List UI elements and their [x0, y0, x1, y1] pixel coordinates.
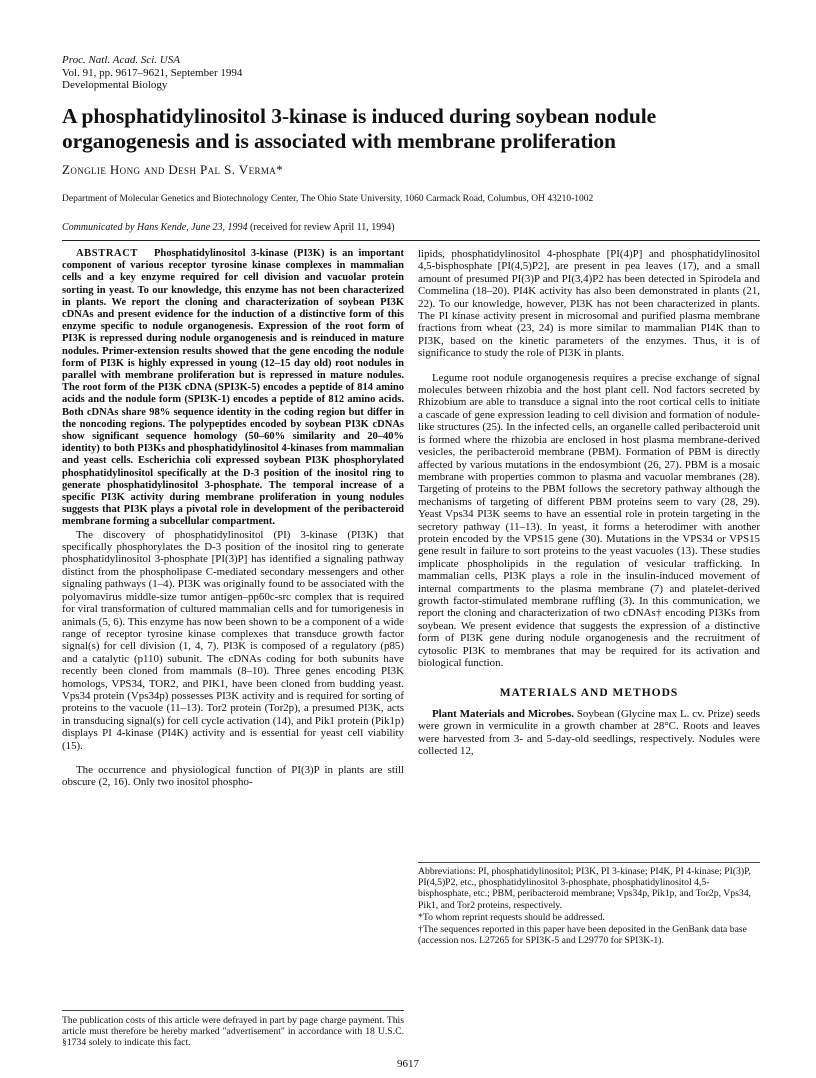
- affiliation: Department of Molecular Genetics and Biotechnology Center, The Ohio State University, 1060 Carmack Road, Columbus, OH 43210-1002: [62, 194, 594, 204]
- journal-volume: Vol. 91, pp. 9617–9621, September 1994: [62, 66, 243, 79]
- reprints-footnote: *To whom reprint requests should be addressed.: [418, 911, 605, 923]
- article-title: [62, 104, 762, 154]
- communicated-by: [62, 222, 395, 233]
- abstract: [62, 248, 404, 529]
- methods-lead: Plant Materials and Microbes.: [432, 707, 574, 720]
- abbreviations-footnote: Abbreviations: PI, phosphatidylinositol; PI3K, PI 3-kinase; PI4K, PI 4-kinase; PI(3)P, PI(4,5)P2, etc., phosphatidylinositol 3-phosphate, phosphatidylinositol 4,5-bisphosphate, etc.; PBM, peribacteroid membrane; Vps34p, Pik1p, and Tor2p, Vps34, Pik1, and Tor2 proteins, respectively.: [418, 866, 751, 911]
- right-footnote-rule: [418, 862, 760, 863]
- methods-paragraph: [418, 708, 760, 758]
- intro-continued-paragraph: lipids, phosphatidylinositol 4-phosphate [PI(4)P] and phosphatidylinositol 4,5-bisphosphate [PI(4,5)P2], are present in pea leaves (17), and a small amount of presumed PI(3)P and PI(3,4)P2 has been detected in Spirodela and Commelina (18–20). PI4K activity has also been demonstrated in plants (21, 22). To our knowledge, however, PI3K has not been characterized in plants. The PI kinase activity present in microsomal and purified plasma membrane fractions from wheat (23, 24) is more similar to mammalian PI4K than to PI3K, based on the kinetic parameters of the enzymes. Thus, it is of significance to study the role of PI3K in plants.: [418, 248, 760, 360]
- page-number: 9617: [397, 1058, 419, 1070]
- abstract-heading: ABSTRACT: [76, 248, 138, 259]
- communicated-lead: Communicated by Hans Kende, June 23, 1994: [62, 222, 248, 233]
- journal-name: Proc. Natl. Acad. Sci. USA: [62, 54, 180, 66]
- intro-paragraph-2: The occurrence and physiological function of PI(3)P in plants are still obscure (2, 16). Only two inositol phospho-: [62, 763, 404, 789]
- publication-cost-footnote: [62, 1010, 404, 1049]
- right-footnotes: [418, 862, 760, 947]
- journal-header: [62, 54, 242, 92]
- right-column: [418, 248, 760, 757]
- intro-paragraph-legume: Legume root nodule organogenesis requires a precise exchange of signal molecules between rhizobia and the host plant cell. Nod factors secreted by Rhizobium are able to transduce a signal into the root cortical cells to initiate a cascade of gene expression leading to cell division and formation of nodule-like structures (25). In the infected cells, an organelle called peribacteroid unit is formed where the rhizobia are enclosed in host plasma membrane-derived vesicles, the peribacteroid membrane (PBM). Formation of PBM is directly affected by various mutations in the endosymbiont (26, 27). PBM is a mosaic membrane with properties common to plasma and vacuolar membranes (28). Targeting of proteins to the PBM follows the secretory pathway although the mechanisms of targeting of different PBM proteins seem to vary (28, 29). Yeast Vps34 PI3K seems to have an essential role in protein targeting in the secretory pathway (11–13). In yeast, it forms a heterodimer with another protein encoded by the VPS15 gene (30). Mutations in the VPS34 or VPS15 gene result in failure to sort proteins to the yeast vacuoles (13). These studies implicate phospholipids in the regulation of vesicular trafficking. In mammalian cells, PI3K plays a role in the insulin-induced movement of internal compartments to the plasma membrane (7) and platelet-derived growth factor-stimulated membrane ruffling (3). In this communication, we report the cloning and characterization of two cDNAs† encoding PI3Ks from soybean. We present evidence that suggests the expression of a distinctive form of PI3K gene during nodule organogenesis and the recruitment of cytosolic PI3K to membranes that may be required for its activation and biological function.: [418, 371, 760, 669]
- methods-heading: MATERIALS AND METHODS: [499, 687, 679, 700]
- abstract-text: Phosphatidylinositol 3-kinase (PI3K) is an important component of various receptor tyrosine kinase complexes in mammalian cells and a key enzyme required for cell division and vacuolar protein sorting in yeast. To our knowledge, this enzyme has not been characterized in plants. We report the cloning and characterization of soybean PI3K cDNAs and present evidence for the induction of a distinctive form of this enzyme specific to nodule organogenesis. Expression of the root form of PI3K is repressed during nodule organogenesis and is reinduced in mature nodules. Primer-extension results showed that the gene encoding the nodule form of PI3K is highly expressed in young (12–15 day old) root nodules in parallel with membrane proliferation but is repressed in mature nodules. The root form of the PI3K cDNA (SPI3K-5) encodes a peptide of 814 amino acids and the nodule form (SPI3K-1) encodes a peptide of 812 amino acids. Both cDNAs share 98% sequence identity in the coding region but differ in the noncoding regions. The polypeptides encoded by soybean PI3K cDNAs show significant sequence homology (50–60% similarity and 20–40% identity) to both PI3Ks and phosphatidylinositol 4-kinases from mammalian and yeast cells. Escherichia coli expressed soybean PI3K phosphorylated phosphatidylinositol specifically at the D-3 position of the inositol ring to generate phosphatidylinositol 3-phosphate. The temporal increase of a specific PI3K activity during membrane proliferation in young nodules suggests that PI3K plays a pivotal role in development of the peribacteroid membrane forming a subcellular compartment.: [62, 248, 405, 528]
- authors: Zonglie Hong and Desh Pal S. Verma*: [62, 162, 284, 177]
- methods-text: Soybean (Glycine max L. cv. Prize) seeds were grown in vermiculite in a growth chamber at 28°C. Roots and leaves were harvested from 3- and 5-day-old seedlings, respectively. Nodules were collected 12,: [418, 707, 760, 758]
- footnote-rule: [62, 1010, 404, 1011]
- journal-section: Developmental Biology: [62, 79, 168, 91]
- title-line-2: organogenesis and is associated with membrane proliferation: [62, 129, 616, 153]
- title-line-1: A phosphatidylinositol 3-kinase is induced during soybean nodule: [62, 104, 657, 128]
- left-column: [62, 248, 404, 789]
- header-rule: [62, 240, 760, 241]
- intro-paragraph-1: The discovery of phosphatidylinositol (PI) 3-kinase (PI3K) that specifically phosphorylates the D-3 position of the inositol ring to generate phosphatidylinositol 3-phosphate [PI(3)P] has identified a signaling pathway distinct from the phospholipase C-mediated secondary messengers and other signaling pathways (1–4). PI3K was originally found to be associated with the polyomavirus middle-size tumor antigen–pp60c-src complex that is required for viral transformation of cultured mammalian cells and for tumorigenesis in animals (5, 6). This enzyme has now been shown to be a component of a wide range of receptor tyrosine kinase complexes that transduce growth factor signal(s) for cell division (1, 4, 7). PI3K is composed of a regulatory (p85) and a catalytic (p110) subunit. The cDNAs coding for both subunits have recently been cloned from mammals (8–10). Three genes encoding PI3K homologs, VPS34, TOR2, and PIK1, have been cloned from budding yeast. Vps34 protein (Vps34p) possesses PI3K activity and is required for sorting of proteins to the vacuole (11–13). Tor2 protein (Tor2p), a presumed PI3K, acts in transducing signal(s) for cell cycle activation (14), and Pik1 protein (Pik1p) displays PI 4-kinase (PI4K) activity and is essential for yeast cell viability (15).: [62, 528, 404, 752]
- genbank-footnote: †The sequences reported in this paper have been deposited in the GenBank data base (accession nos. L27265 for SPI3K-5 and L29770 for SPI3K-1).: [418, 924, 747, 947]
- communicated-rest: (received for review April 11, 1994): [247, 222, 395, 233]
- publication-cost-text: The publication costs of this article were defrayed in part by page charge payment. This article must therefore be hereby marked "advertisement" in accordance with 18 U.S.C. §1734 solely to indicate this fact.: [62, 1015, 404, 1049]
